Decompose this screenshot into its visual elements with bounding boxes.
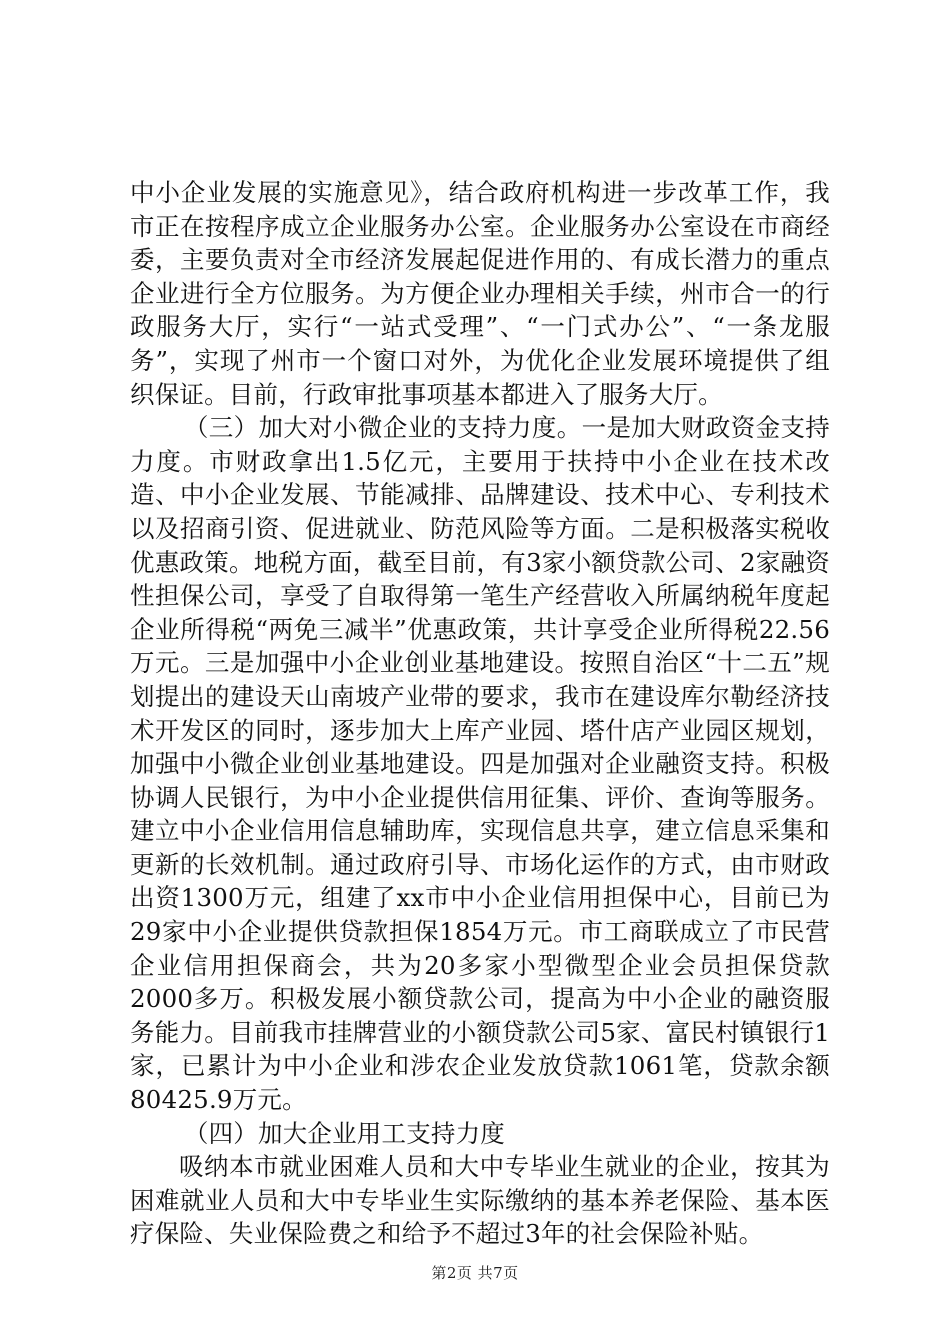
section-four-heading: （四）加大企业用工支持力度: [183, 1118, 505, 1148]
paragraph-employment-support: 吸纳本市就业困难人员和大中专毕业生就业的企业，按其为困难就业人员和大中专毕业生实际缴纳的基本养老保险、基本医疗保险、失业保险费之和给予不超过3年的社会保险补贴。: [130, 1152, 830, 1249]
paragraph-continuation: 中小企业发展的实施意见》，结合政府机构进一步改革工作，我市正在按程序成立企业服务办公室。企业服务办公室设在市商经委，主要负责对全市经济发展起促进作用的、有成长潜力的重点企业进行全方位服务。为方便企业办理相关手续，州市合一的行政服务大厅，实行“一站式受理”、“一门式办公”、“一条龙服务”，实现了州市一个窗口对外，为优化企业发展环境提供了组织保证。目前，行政审批事项基本都进入了服务大厅。: [130, 178, 830, 409]
page-number-footer: 第2页 共7页: [431, 1264, 519, 1282]
paragraph-section-three: （三）加大对小微企业的支持力度。一是加大财政资金支持力度。市财政拿出1.5亿元，主要用于扶持中小企业在技术改造、中小企业发展、节能减排、品牌建设、技术中心、专利技术以及招商引资、促进就业、防范风险等方面。二是积极落实税收优惠政策。地税方面，截至目前，有3家小额贷款公司、2家融资性担保公司，享受了自取得第一笔生产经营收入所属纳税年度起企业所得税“两免三减半”优惠政策，共计享受企业所得税22.56万元。三是加强中小企业创业基地建设。按照自治区“十二五”规划提出的建设天山南坡产业带的要求，我市在建设库尔勒经济技术开发区的同时，逐步加大上库产业园、塔什店产业园区规划，加强中小微企业创业基地建设。四是加强对企业融资支持。积极协调人民银行，为中小企业提供信用征集、评价、查询等服务。建立中小企业信用信息辅助库，实现信息共享，建立信息采集和更新的长效机制。通过政府引导、市场化运作的方式，由市财政出资1300万元，组建了xx市中小企业信用担保中心，目前已为29家中小企业提供贷款担保1854万元。市工商联成立了市民营企业信用担保商会，共为20多家小型微型企业会员担保贷款2000多万。积极发展小额贷款公司，提高为中小企业的融资服务能力。目前我市挂牌营业的小额贷款公司5家、富民村镇银行1家，已累计为中小企业和涉农企业发放贷款1061笔，贷款余额80425.9万元。: [130, 413, 830, 1115]
document-body: [130, 176, 830, 1251]
